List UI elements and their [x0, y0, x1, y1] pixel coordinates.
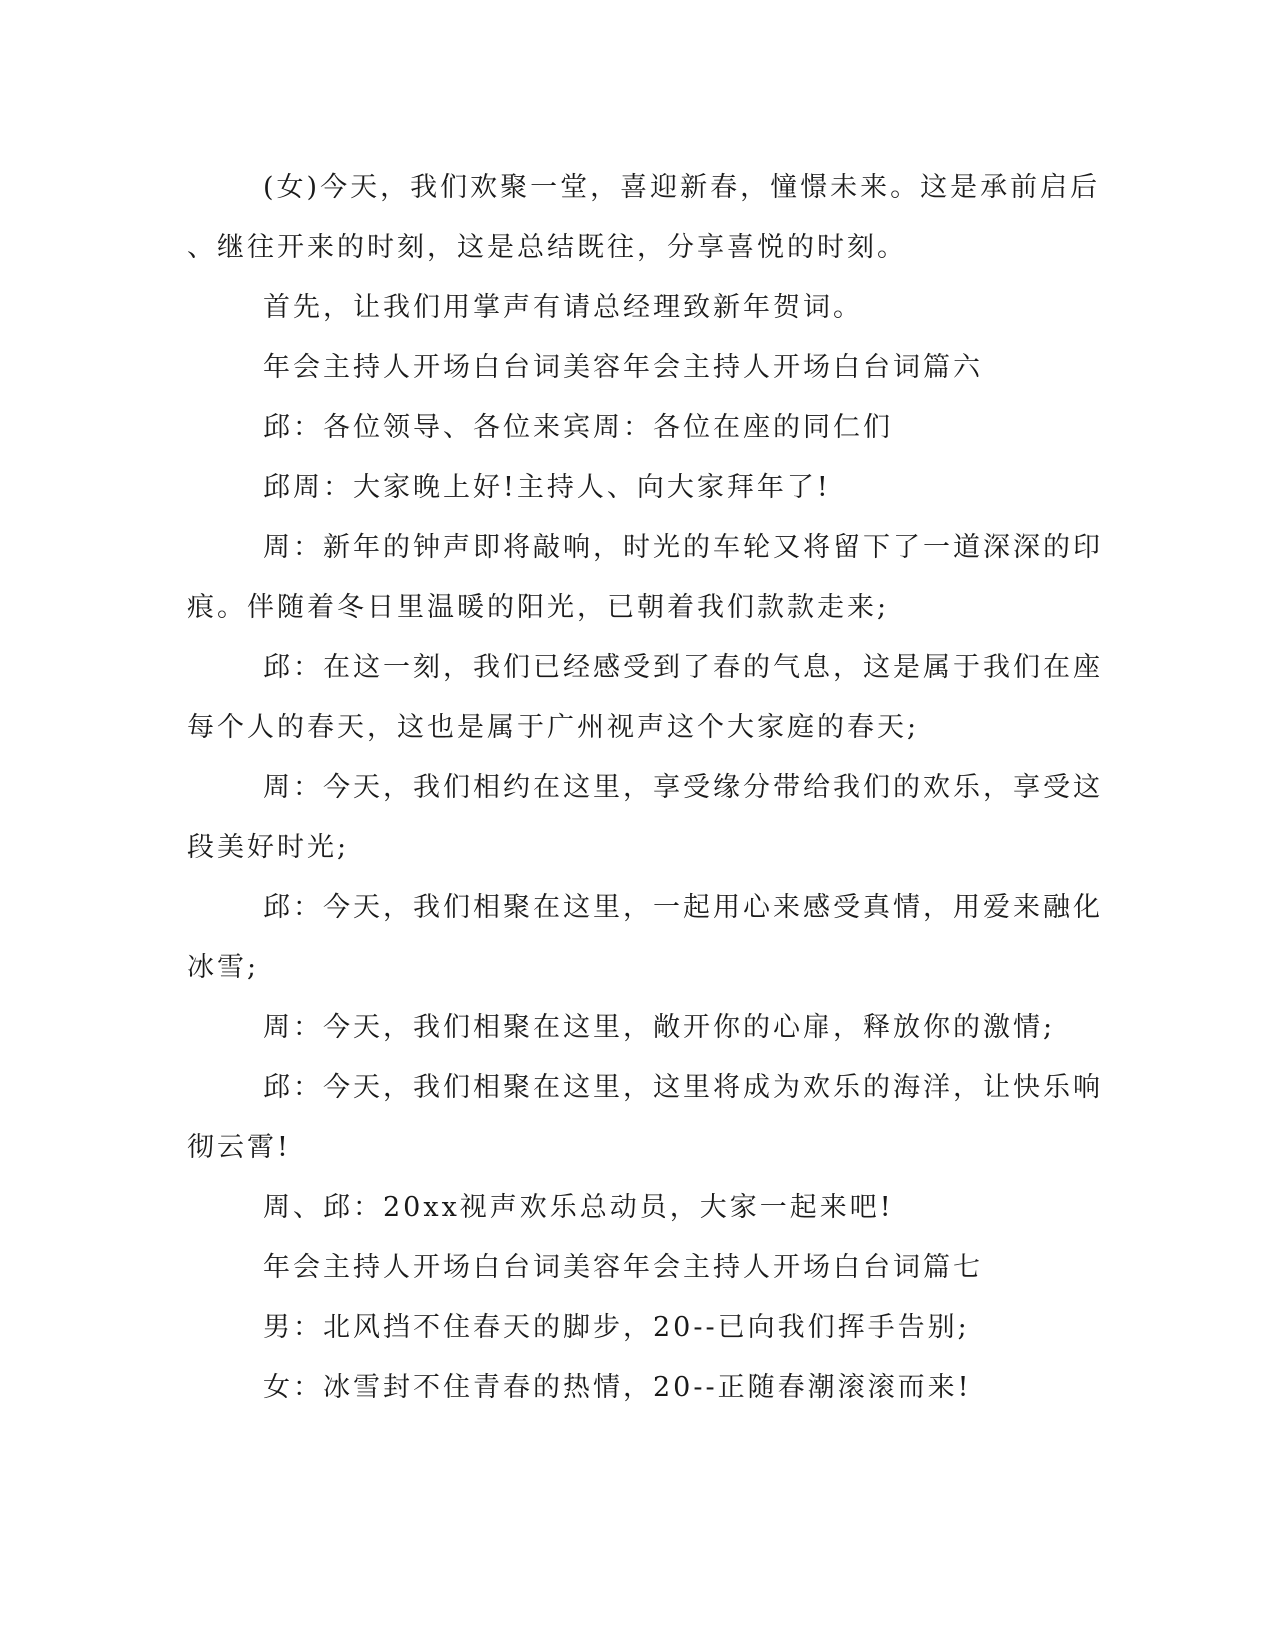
text-line: 周：今天，我们相聚在这里，敞开你的心扉，释放你的激情;: [263, 1012, 1056, 1043]
section-heading: 年会主持人开场白台词美容年会主持人开场白台词篇七: [263, 1252, 983, 1283]
text-line: 首先，让我们用掌声有请总经理致新年贺词。: [263, 292, 863, 323]
text-line: (女)今天，我们欢聚一堂，喜迎新春，憧憬未来。这是承前启后: [263, 172, 1101, 203]
text-line: 邱：今天，我们相聚在这里，这里将成为欢乐的海洋，让快乐响: [263, 1072, 1103, 1103]
text-line: 冰雪;: [187, 952, 260, 983]
text-line: 邱：在这一刻，我们已经感受到了春的气息，这是属于我们在座: [263, 652, 1103, 683]
text-line: 周：今天，我们相约在这里，享受缘分带给我们的欢乐，享受这: [263, 772, 1103, 803]
text-line: 每个人的春天，这也是属于广州视声这个大家庭的春天;: [187, 712, 920, 743]
document-body: [187, 158, 1103, 1418]
text-line: 邱周：大家晚上好!主持人、向大家拜年了!: [263, 472, 831, 503]
text-line: 周：新年的钟声即将敲响，时光的车轮又将留下了一道深深的印: [263, 532, 1103, 563]
text-line: 女：冰雪封不住青春的热情，20--正随春潮滚滚而来!: [263, 1372, 972, 1403]
text-line: 男：北风挡不住春天的脚步，20--已向我们挥手告别;: [263, 1312, 970, 1343]
text-line: 周、邱：20xx视声欢乐总动员，大家一起来吧!: [263, 1192, 894, 1223]
text-line: 、继往开来的时刻，这是总结既往，分享喜悦的时刻。: [187, 232, 907, 263]
text-line: 邱：今天，我们相聚在这里，一起用心来感受真情，用爱来融化: [263, 892, 1103, 923]
text-line: 彻云霄!: [187, 1132, 291, 1163]
text-line: 邱：各位领导、各位来宾周：各位在座的同仁们: [263, 412, 893, 443]
text-line: 痕。伴随着冬日里温暖的阳光，已朝着我们款款走来;: [187, 592, 890, 623]
section-heading: 年会主持人开场白台词美容年会主持人开场白台词篇六: [263, 352, 983, 383]
text-line: 段美好时光;: [187, 832, 350, 863]
